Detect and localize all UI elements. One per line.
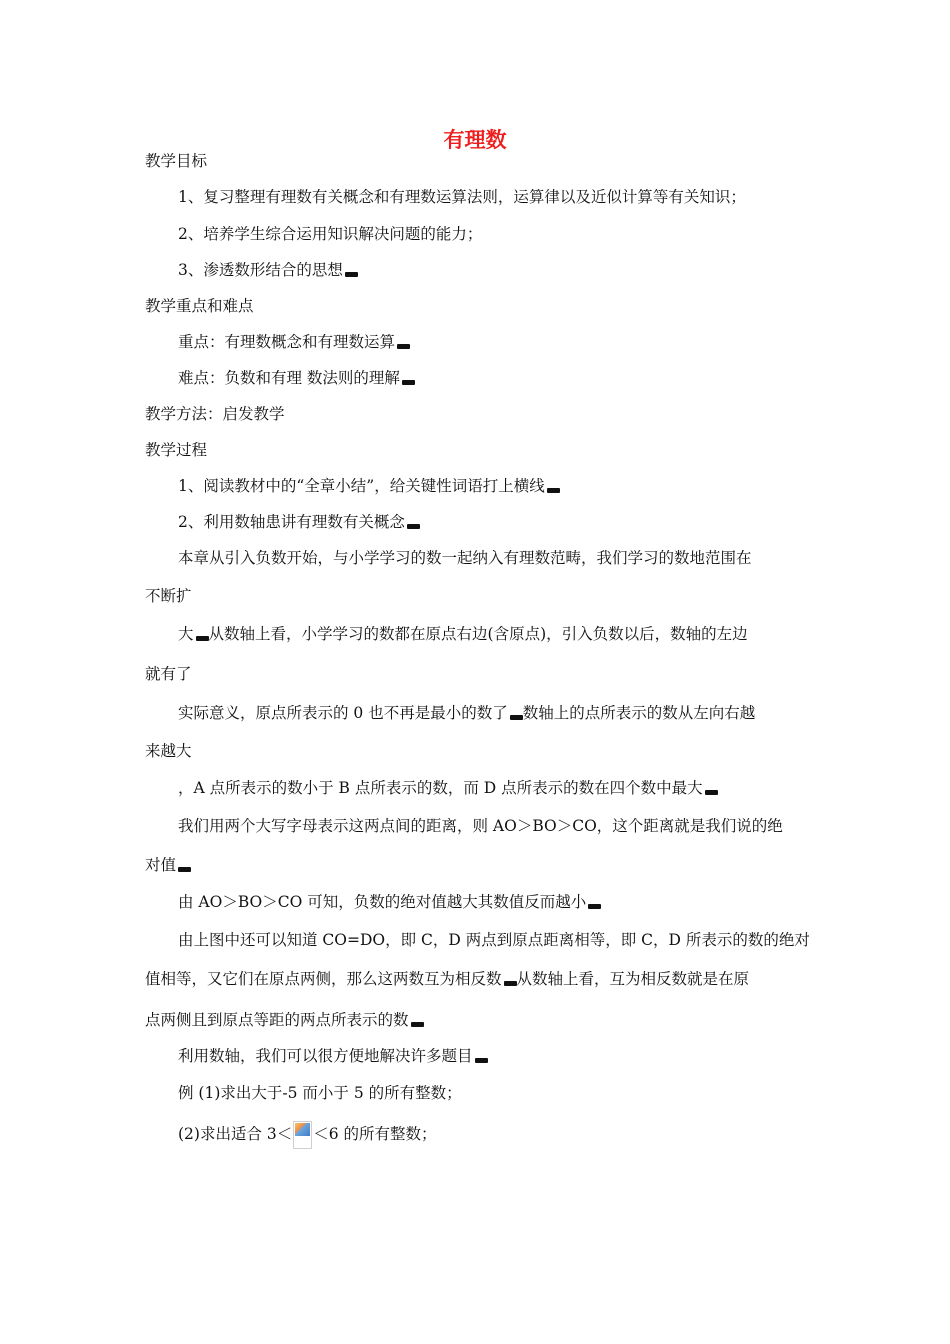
paragraph-text: 数轴上的点所表示的数从左向右越: [522, 704, 756, 722]
paragraph-text: 从数轴上看，小学学习的数都在原点右边(含原点)，引入负数以后，数轴的左边: [208, 625, 748, 643]
paragraph-line: 就有了: [145, 665, 192, 683]
paragraph-text: 由 AO＞BO＞CO 可知，负数的绝对值越大其数值反而越小: [178, 893, 587, 911]
paragraph-text: 实际意义，原点所表示的 0 也不再是最小的数了: [178, 704, 508, 722]
section-heading-objectives: 教学目标: [145, 152, 208, 170]
document-title: 有理数: [443, 128, 507, 152]
example-2: [178, 1121, 437, 1149]
objective-item-3: [178, 260, 358, 280]
paragraph-line: [145, 1010, 424, 1030]
teaching-method: 教学方法：启发教学: [145, 405, 285, 423]
difficulty-text: 难点：负数和有理 数法则的理解: [178, 369, 400, 387]
key-point-text: 重点：有理数概念和有理数运算: [178, 333, 396, 351]
paragraph-line: 由上图中还可以知道 CO=DO，即 C，D 两点到原点距离相等，即 C，D 所表示的数的绝对: [178, 931, 810, 949]
process-step-1: [178, 476, 560, 496]
end-mark: [397, 344, 410, 349]
paragraph-line: [178, 1046, 488, 1066]
example-1: 例 (1)求出大于-5 而小于 5 的所有整数；: [178, 1084, 462, 1102]
end-mark: [411, 1022, 424, 1027]
paragraph-line: [178, 624, 748, 644]
end-mark: [705, 790, 718, 795]
paragraph-line: [178, 703, 755, 723]
paragraph-text: 利用数轴，我们可以很方便地解决许多题目: [178, 1047, 473, 1065]
end-mark: [178, 867, 191, 872]
objective-item-1: 1、复习整理有理数有关概念和有理数运算法则，运算律以及近似计算等有关知识；: [178, 188, 746, 206]
process-step-2: [178, 512, 420, 532]
end-mark: [196, 636, 209, 641]
section-heading-key-points: 教学重点和难点: [145, 297, 254, 315]
objective-item-2: 2、培养学生综合运用知识解决问题的能力；: [178, 225, 483, 243]
paragraph-text: ，A 点所表示的数小于 B 点所表示的数，而 D 点所表示的数在四个数中最大: [178, 779, 703, 797]
example-2-text-a: (2)求出适合 3＜: [178, 1125, 293, 1143]
end-mark: [588, 904, 601, 909]
process-step-2-text: 2、利用数轴患讲有理数有关概念: [178, 513, 405, 531]
paragraph-line: 我们用两个大写字母表示这两点间的距离，则 AO＞BO＞CO，这个距离就是我们说的绝: [178, 817, 783, 835]
paragraph-line: 本章从引入负数开始，与小学学习的数一起纳入有理数范畴，我们学习的数地范围在: [178, 549, 752, 567]
end-mark: [407, 524, 420, 529]
paragraph-text: 大: [178, 625, 194, 643]
difficulty-line: [178, 368, 415, 388]
key-point-line: [178, 332, 410, 352]
paragraph-text: 值相等，又它们在原点两侧，那么这两数互为相反数: [145, 970, 502, 988]
end-mark: [547, 488, 560, 493]
paragraph-line: [178, 892, 601, 912]
end-mark: [504, 981, 517, 986]
paragraph-line: [145, 855, 191, 875]
section-heading-process: 教学过程: [145, 441, 208, 459]
process-step-1-text: 1、阅读教材中的“全章小结”，给关键性词语打上横线: [178, 477, 545, 495]
broken-image-icon: [293, 1121, 312, 1149]
end-mark: [345, 272, 358, 277]
paragraph-line: 不断扩: [145, 587, 192, 605]
paragraph-line: [178, 778, 718, 798]
paragraph-line: 来越大: [145, 742, 192, 760]
paragraph-text: 对值: [145, 856, 177, 874]
paragraph-text: 从数轴上看，互为相反数就是在原: [516, 970, 750, 988]
example-2-text-b: ＜6 的所有整数；: [313, 1125, 437, 1143]
end-mark: [510, 715, 523, 720]
end-mark: [402, 380, 415, 385]
paragraph-text: 点两侧且到原点等距的两点所表示的数: [145, 1011, 409, 1029]
paragraph-line: [145, 969, 749, 989]
end-mark: [475, 1058, 488, 1063]
objective-item-3-text: 3、渗透数形结合的思想: [178, 261, 343, 279]
